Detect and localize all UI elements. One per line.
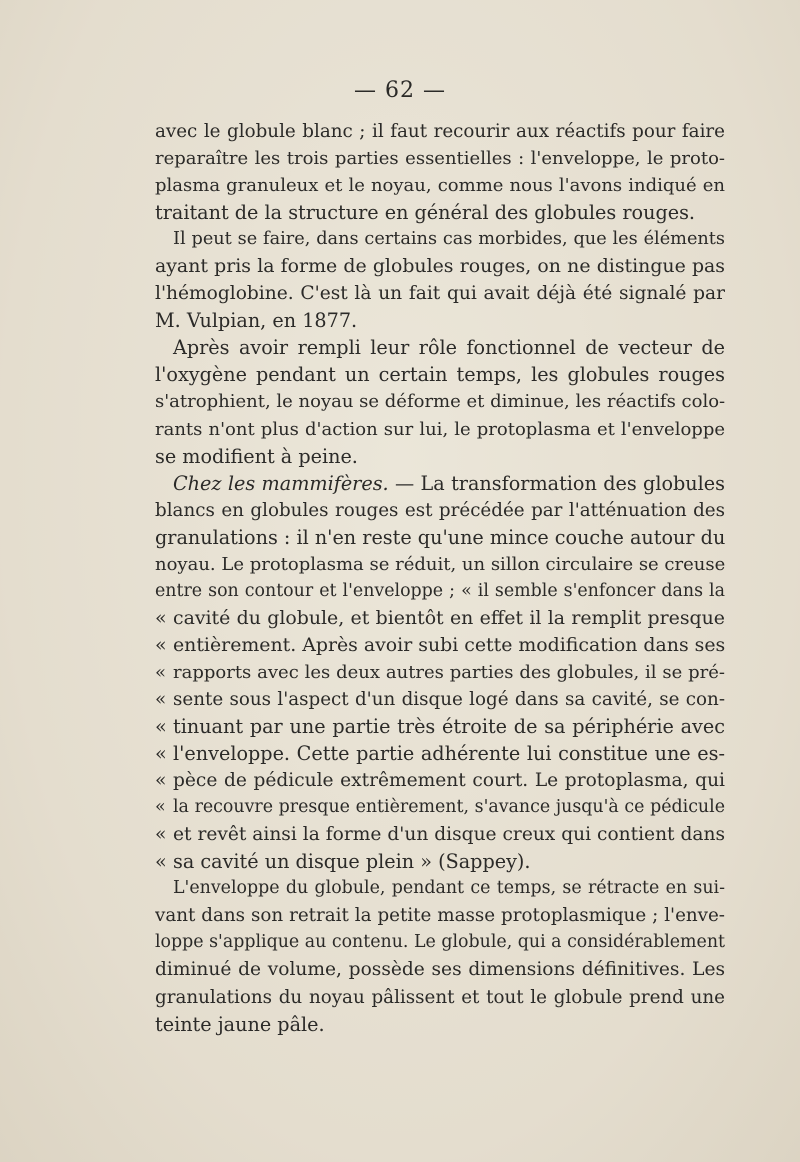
text-span: et revêt ainsi la forme d'un disque creux qui contient dans [173,824,725,846]
text-span: sa cavité un disque plein » (Sappey). [173,850,531,874]
text-span: sente sous l'aspect d'un disque logé dans sa cavité, se con- [173,688,725,710]
text-line: Après avoir rempli leur rôle fonctionnel de vecteur de [173,336,725,360]
quoted-line [155,794,725,821]
text-line: l'hémoglobine. C'est là un fait qui avait déjà été signalé par [155,283,725,305]
quoted-line [155,659,725,686]
guillemet: « [155,797,166,818]
text-line: loppe s'applique au contenu. Le globule, qui a considérablement [155,932,725,953]
quoted-line [155,632,725,659]
text-span: tinuant par une partie très étroite de sa périphérie avec [173,715,725,739]
quoted-line [155,605,725,632]
text-span: rapports avec les deux autres parties des globules, il se pré- [173,661,725,683]
text-line: vant dans son retrait la petite masse protoplasmique ; l'enve- [155,905,725,927]
text-line: plasma granuleux et le noyau, comme nous l'avons indiqué en [155,175,725,197]
quoted-line [155,848,725,875]
guillemet: « [155,606,167,629]
text-line: se modifient à peine. [155,444,358,468]
text-line: s'atrophient, le noyau se déforme et diminue, les réactifs colo- [155,391,725,413]
guillemet: « [155,633,167,656]
text-span: la recouvre presque entièrement, s'avance jusqu'à ce pédicule [173,797,725,818]
guillemet: « [155,770,167,792]
guillemet: « [155,688,167,710]
text-span: pèce de pédicule extrêmement court. Le protoplasma, qui [173,770,725,792]
text-line: ayant pris la forme de globules rouges, on ne distingue pas [155,255,725,278]
quoted-line [155,713,725,740]
text-span: — La transformation des globules [388,471,725,495]
text-line: rants n'ont plus d'action sur lui, le protoplasma et l'enveloppe [155,418,725,440]
text-line: l'oxygène pendant un certain temps, les globules rouges [155,363,725,387]
text-line: granulations du noyau pâlissent et tout le globule prend une [155,986,725,1008]
quoted-line [155,767,725,794]
text-line [155,470,725,497]
text-line: M. Vulpian, en 1877. [155,309,358,333]
guillemet: « [155,824,167,846]
guillemet: « [155,661,167,683]
quoted-line [155,821,725,848]
text-line: Il peut se faire, dans certains cas morbides, que les éléments [173,229,725,250]
quoted-line [155,686,725,713]
guillemet: « [155,850,167,874]
text-line: teinte jaune pâle. [155,1012,325,1036]
text-line: entre son contour et l'enveloppe ; « il semble s'enfoncer dans la [155,580,725,601]
page-number: — 62 — [354,78,446,103]
text-line: granulations : il n'en reste qu'une mince couche autour du [155,525,725,549]
text-line: avec le globule blanc ; il faut recourir aux réactifs pour faire [155,121,725,142]
text-line: blancs en globules rouges est précédée par l'atténuation des [155,499,725,521]
text-span: cavité du globule, et bientôt en effet il la remplit presque [173,606,725,629]
text-line: reparaître les trois parties essentielles : l'enveloppe, le proto- [155,148,725,170]
text-line: traitant de la structure en général des globules rouges. [155,201,696,225]
body-text [155,118,725,1038]
text-line: L'enveloppe du globule, pendant ce temps, se rétracte en sui- [173,878,725,899]
text-line: noyau. Le protoplasma se réduit, un sillon circulaire se creuse [155,553,725,575]
section-heading-italic: Chez les mammifères. [173,471,389,495]
guillemet: « [155,742,167,766]
text-span: entièrement. Après avoir subi cette modification dans ses [173,633,725,656]
guillemet: « [155,715,167,739]
text-span: l'enveloppe. Cette partie adhérente lui constitue une es- [173,742,725,766]
text-line: diminué de volume, possède ses dimensions définitives. Les [155,959,725,981]
quoted-line [155,740,725,767]
